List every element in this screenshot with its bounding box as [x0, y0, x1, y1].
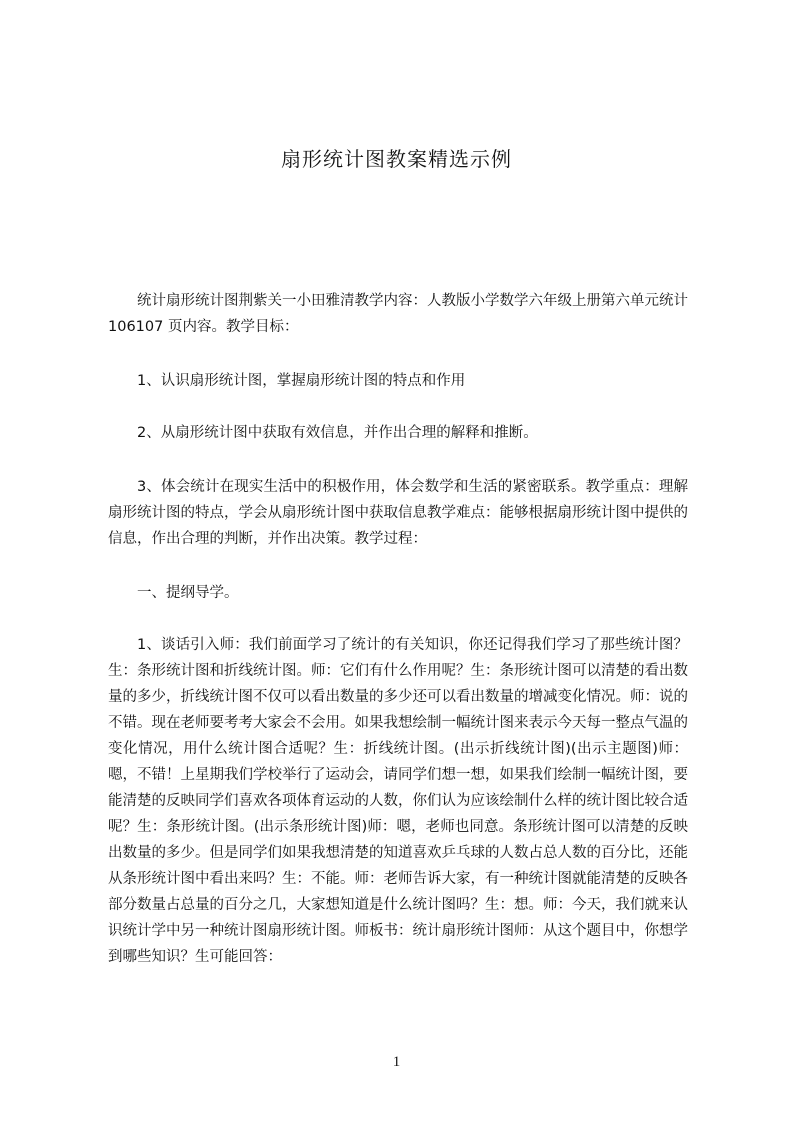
section-heading-guide: 一、提纲导学。 — [137, 585, 239, 601]
page-number: 1 — [392, 1054, 401, 1070]
document-title: 扇形统计图教案精选示例 — [281, 147, 512, 171]
paragraph-goal-3: 3、体会统计在现实生活中的积极作用，体会数学和生活的紧密联系。教学重点：理解扇形统计图的特点，学会从扇形统计图中获取信息教学难点：能够根据扇形统计图中提供的信息，作出合理的判断，并作出决策。教学过程： — [108, 479, 688, 547]
paragraph-intro: 统计扇形统计图荆紫关一小田雅清教学内容：人教版小学数学六年级上册第六单元统计 106107 页内容。教学目标： — [108, 293, 688, 335]
paragraph-intro-talk: 1、谈话引入师：我们前面学习了统计的有关知识，你还记得我们学习了那些统计图？生：条形统计图和折线统计图。师：它们有什么作用呢？生：条形统计图可以清楚的看出数量的多少，折线统计图不仅可以看出数量的多少还可以看出数量的增减变化情况。师：说的不错。现在老师要考考大家会不会用。如果我想绘制一幅统计图来表示今天每一整点气温的变化情况，用什么统计图合适呢？生：折线统计图。(出示折线统计图)(出示主题图)师：嗯，不错！上星期我们学校举行了运动会，请同学们想一想，如果我们绘制一幅统计图，要能清楚的反映同学们喜欢各项体育运动的人数，你们认为应该绘制什么样的统计图比较合适呢？生：条形统计图。(出示条形统计图)师：嗯，老师也同意。条形统计图可以清楚的反映出数量的多少。但是同学们如果我想清楚的知道喜欢乒乓球的人数占总人数的百分比，还能从条形统计图中看出来吗？生：不能。师：老师告诉大家，有一种统计图就能清楚的反映各部分数量占总量的百分之几，大家想知道是什么统计图吗？生：想。师：今天，我们就来认识统计学中另一种统计图扇形统计图。师板书：统计扇形统计图师：从这个题目中，你想学到哪些知识？生可能回答： — [108, 637, 688, 965]
paragraph-goal-2: 2、从扇形统计图中获取有效信息，并作出合理的解释和推断。 — [137, 425, 538, 441]
paragraph-goal-1: 1、认识扇形统计图，掌握扇形统计图的特点和作用 — [137, 373, 466, 389]
